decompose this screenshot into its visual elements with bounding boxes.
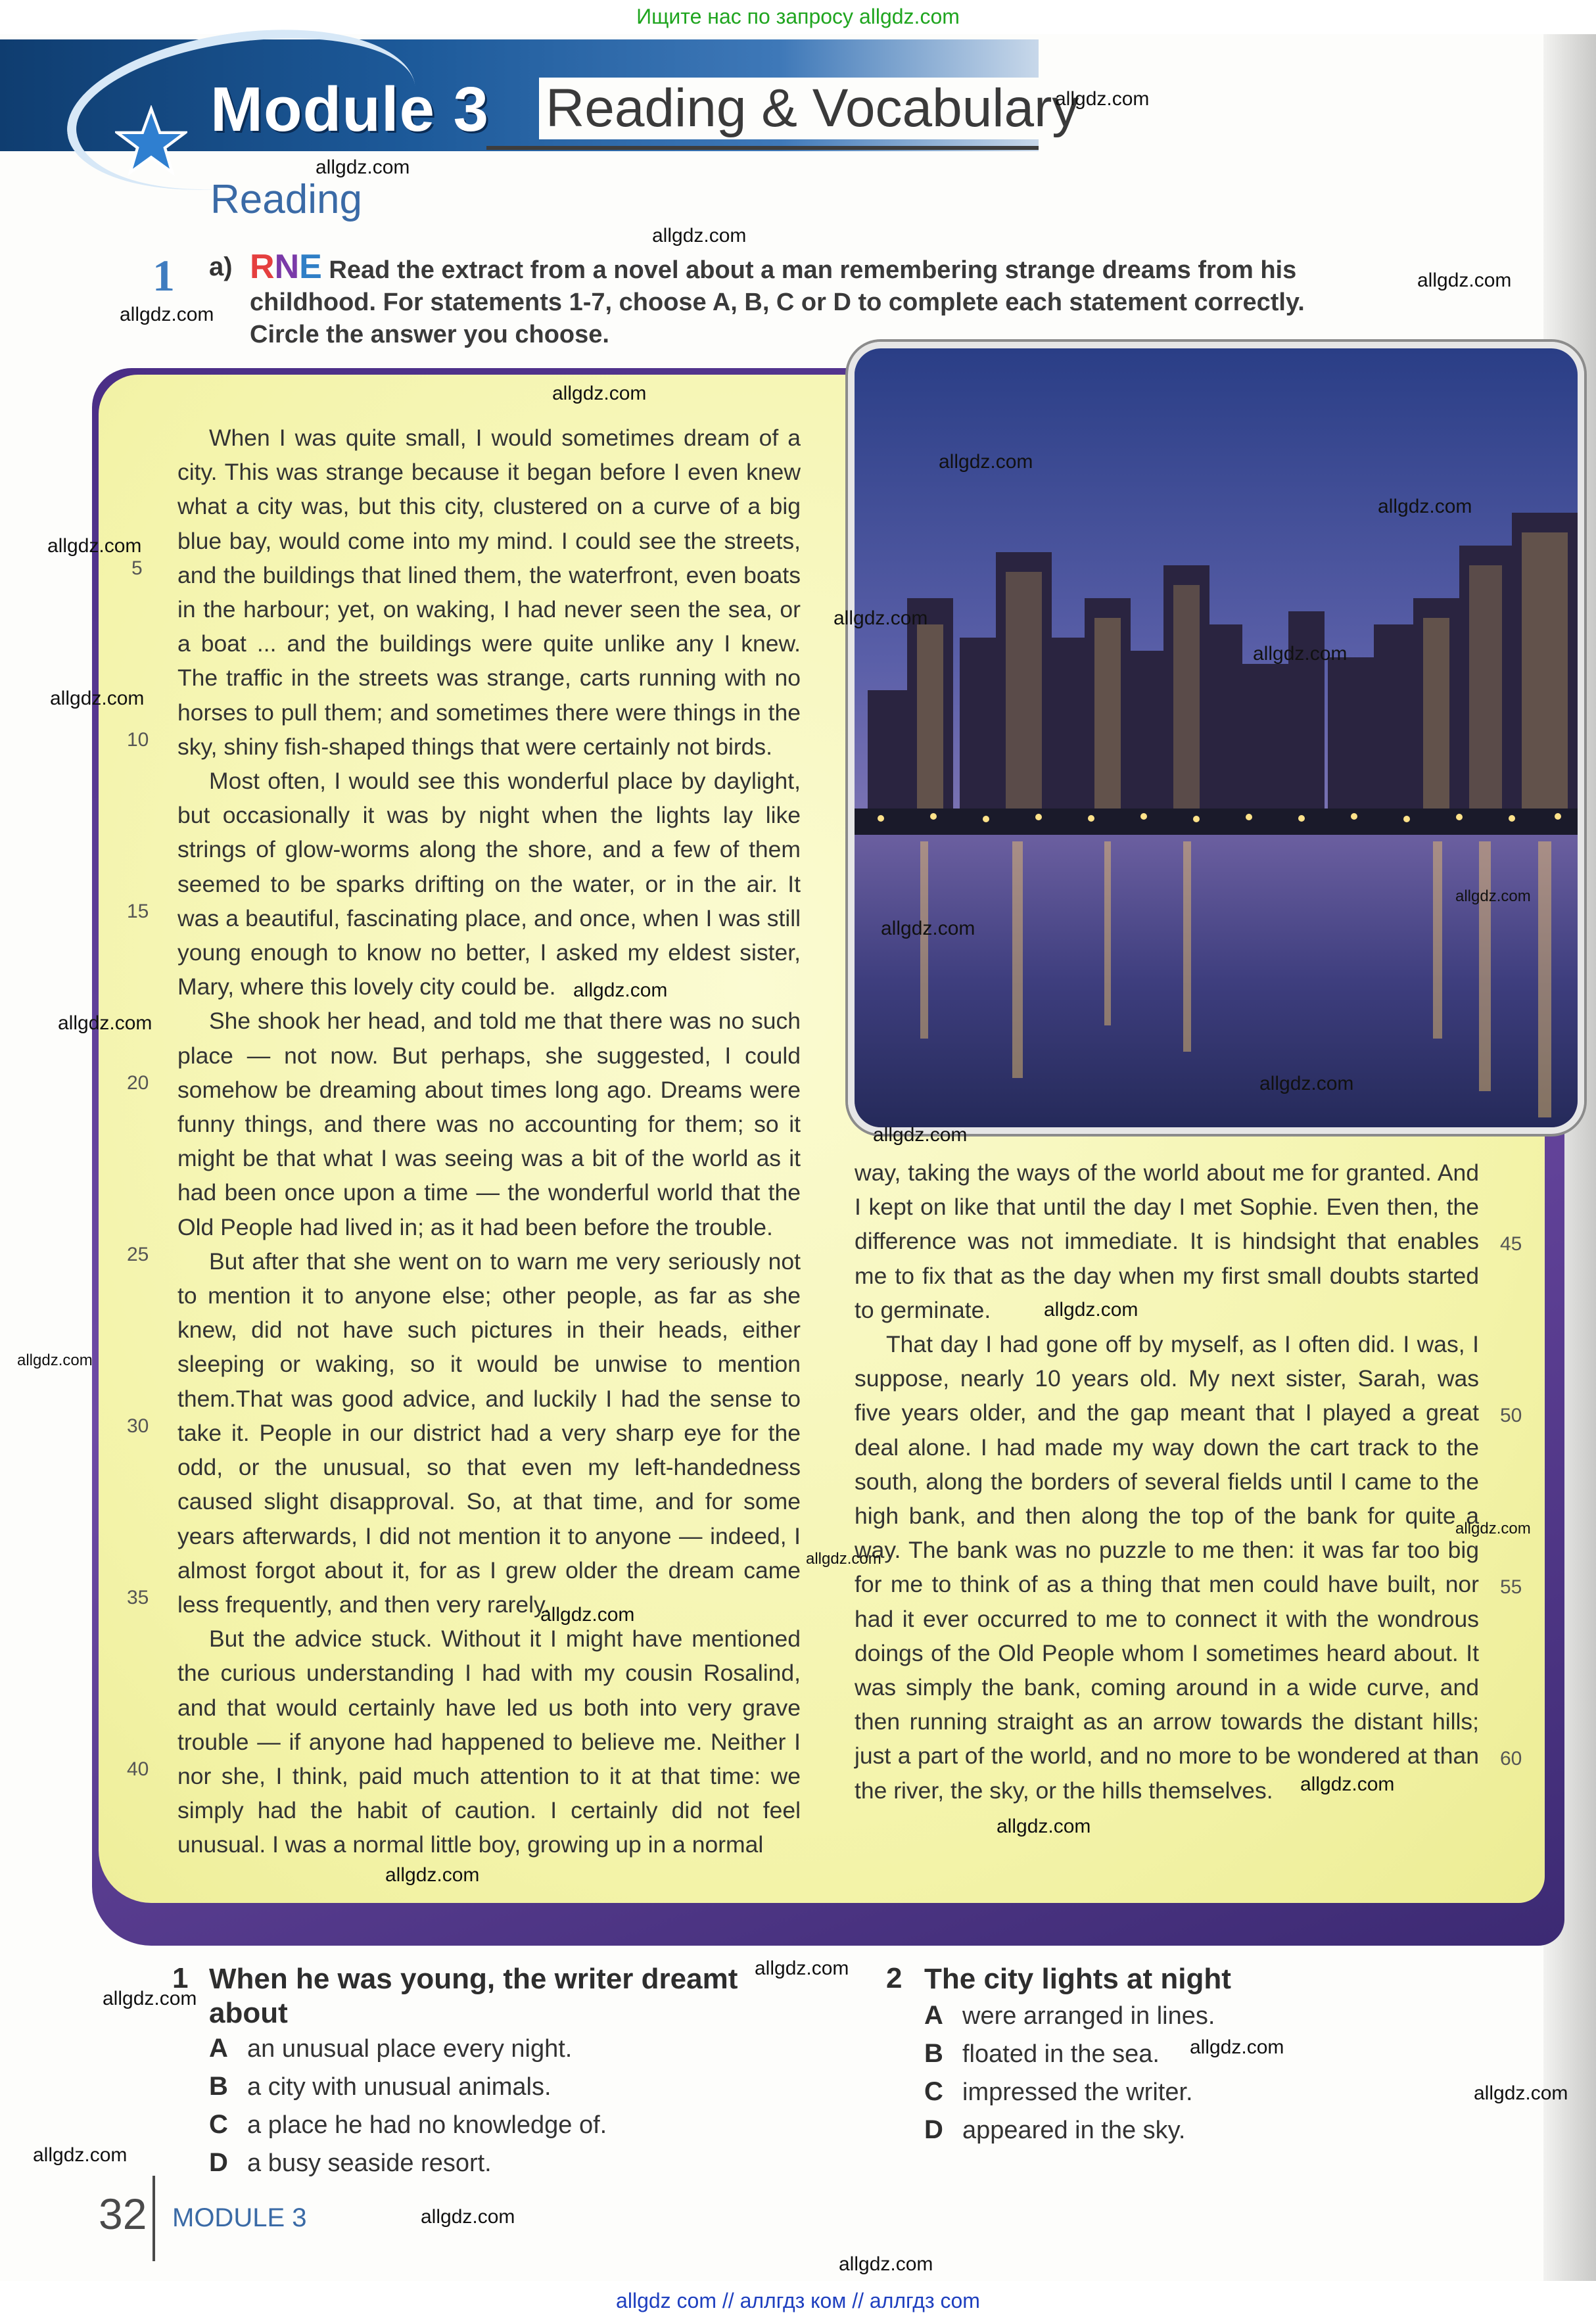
watermark: allgdz.com	[540, 1604, 635, 1626]
star-icon	[115, 105, 187, 177]
answer-option[interactable]: A were arranged in lines.	[924, 2001, 1215, 2030]
watermark: allgdz.com	[316, 156, 410, 178]
watermark: allgdz.com	[421, 2206, 515, 2228]
watermark: allgdz.com	[120, 304, 214, 325]
answer-option[interactable]: D a busy seaside resort.	[209, 2148, 492, 2177]
page-number: 32	[99, 2190, 147, 2238]
watermark: allgdz.com	[1455, 887, 1531, 905]
paragraph: Most often, I would see this wonderful place by daylight, but occasionally it was by night when the lights lay like strings of glow-worms along the shore, and a few of them seemed to be sparks drifting on the water, or in the air. It was a beautiful, fascinating place, and once, when I was still young enough to know no better, I asked my eldest sister, Mary, where this lovely city could be.	[177, 768, 801, 1000]
line-number: 40	[127, 1758, 149, 1780]
answer-option[interactable]: C a place he had no knowledge of.	[209, 2110, 607, 2139]
watermark: allgdz.com	[573, 979, 668, 1001]
watermark: allgdz.com	[873, 1124, 968, 1146]
watermark: allgdz.com	[1455, 1520, 1531, 1537]
answer-option[interactable]: A an unusual place every night.	[209, 2034, 573, 2063]
task-instruction	[250, 248, 1348, 351]
watermark: allgdz.com	[385, 1864, 480, 1886]
line-number: 50	[1500, 1405, 1522, 1426]
footer-divider	[153, 2176, 155, 2261]
line-number: 45	[1500, 1233, 1522, 1255]
watermark: allgdz.com	[552, 383, 647, 404]
watermark: allgdz.com	[1259, 1073, 1354, 1094]
line-number: 35	[127, 1587, 149, 1608]
paragraph: But after that she went on to warn me very seriously not to mention it to anyone else; other people, as far as she knew, did not have such pictures in their heads, either sleeping or waking, so it would be unwise to mention them.That was good advice, and luckily I had the sense to take it. People in our district had a very sharp eye for the odd, or the unusual, so that even my left-handedness caused slight disapproval. So, at that time, and for some years afterwards, I did not mention it to anyone — indeed, I almost forgot about it, for as I grew older the dream came less frequently, and then very rarely.	[177, 1248, 801, 1618]
section-title: Reading & Vocabulary	[539, 78, 1085, 139]
watermark: allgdz.com	[33, 2144, 128, 2166]
question-number: 1	[172, 1962, 189, 1994]
line-number: 15	[127, 901, 149, 922]
line-number: 30	[127, 1415, 149, 1437]
watermark: allgdz.com	[103, 1988, 197, 2009]
watermark: allgdz.com	[47, 535, 142, 557]
line-number: 20	[127, 1072, 149, 1094]
task-part-label: a)	[209, 252, 233, 281]
paragraph: When I was quite small, I would sometimes dream of a city. This was strange because it began before I even knew what a city was, but this city, clustered on a curve of a big blue bay, would come into my mind. I could see the streets, and the buildings that lined them, the waterfront, even boats in the harbour; yet, on waking, I had never seen the sea, or a boat ... and the buildings were quite unlike any I knew. The traffic in the streets was strange, carts running with no horses to pull them; and sometimes there were things in the sky, shiny fish-shaped things that were certainly not birds.	[177, 425, 801, 760]
watermark: allgdz.com	[806, 1550, 881, 1568]
line-number: 5	[131, 557, 143, 579]
watermark: allgdz.com	[17, 1351, 93, 1369]
watermark: allgdz.com	[1190, 2036, 1284, 2058]
watermark: allgdz.com	[652, 225, 747, 246]
instruction-text: Read the extract from a novel about a man remembering strange dreams from his childhood. For statements 1-7, choose A, B, C or D to complete each statement correctly. Circle the answer you choose.	[250, 256, 1305, 348]
paragraph: She shook her head, and told me that there was no such place — not now. But perhaps, she suggested, I could somehow be dreaming about times long ago. Dreams were funny things, and there was no accounting for them; so it might be that what I was seeing was a bit of the world as it had been once upon a time — the wonderful world that the Old People had lived in; as it had been before the trouble.	[177, 1008, 801, 1240]
watermark: allgdz.com	[881, 918, 975, 939]
task-number: 1	[153, 250, 175, 300]
answer-option[interactable]: B floated in the sea.	[924, 2039, 1160, 2068]
line-number: 60	[1500, 1748, 1522, 1770]
reading-text-column-2	[855, 1156, 1479, 1808]
watermark: allgdz.com	[1417, 270, 1512, 291]
watermark: allgdz.com	[50, 688, 145, 709]
paragraph: That day I had gone off by myself, as I often did. I was, I suppose, nearly 10 years old. My next sister, Sarah, was five years older, and the gap meant that I played a great deal alone. I had made my way down the cart track to the south, along the borders of several fields until I came to the high bank, and then along the top of the bank for quite a way. The bank was no puzzle to me then: it was far too big for me to think of as a thing that men could have built, nor had it ever occurred to me to connect it with the wondrous doings of the Old People whom I sometimes heard about. It was simply the bank, coming around in a wide curve, and then running straight as an arrow towards the distant hills; just a part of the world, and no more to be wondered at than the river, the sky, or the hills themselves.	[855, 1331, 1479, 1804]
watermark: allgdz.com	[1253, 643, 1348, 665]
watermark: allgdz.com	[839, 2253, 933, 2275]
reading-heading: Reading	[210, 177, 362, 222]
line-number: 25	[127, 1244, 149, 1265]
watermark: allgdz.com	[58, 1012, 153, 1034]
module-title: Module 3	[210, 74, 490, 145]
top-site-banner: Ищите нас по запросу allgdz.com	[0, 0, 1596, 34]
line-number: 10	[127, 729, 149, 751]
watermark: allgdz.com	[1378, 496, 1472, 517]
rne-badge: RNE	[250, 248, 322, 286]
answer-option[interactable]: C impressed the writer.	[924, 2077, 1193, 2106]
question-stem: When he was young, the writer dreamt about	[209, 1963, 738, 2029]
watermark: allgdz.com	[1044, 1299, 1138, 1321]
reading-text-column-1	[177, 421, 801, 1862]
watermark: allgdz.com	[997, 1816, 1091, 1837]
question-stem: The city lights at night	[924, 1963, 1231, 1995]
section-title-underline	[486, 146, 1039, 150]
line-number: 55	[1500, 1576, 1522, 1598]
watermark: allgdz.com	[939, 451, 1033, 473]
question-number: 2	[886, 1962, 903, 1994]
footer-module-label: MODULE 3	[172, 2203, 307, 2232]
watermark: allgdz.com	[755, 1958, 849, 1979]
watermark: allgdz.com	[1055, 88, 1150, 110]
paragraph: But the advice stuck. Without it I might have mentioned the curious understanding I had with my cousin Rosalind, and that would certainly have led us both into very grave trouble — if anyone had happened to believe me. Neither I nor she, I think, paid much attention to it at that time: we simply had the habit of caution. I certainly did not feel unusual. I was a normal little boy, growing up in a normal	[177, 1626, 801, 1858]
watermark: allgdz.com	[1300, 1773, 1395, 1795]
answer-option[interactable]: B a city with unusual animals.	[209, 2072, 552, 2101]
paragraph: way, taking the ways of the world about me for granted. And I kept on like that until the day I met Sophie. Even then, the difference was not immediate. It is hindsight that enables me to fix that as the day when my first small doubts started to germinate.	[855, 1160, 1479, 1323]
bottom-site-banner: allgdz com // аллгдз ком // аллгдз com	[0, 2281, 1596, 2321]
watermark: allgdz.com	[833, 607, 928, 629]
watermark: allgdz.com	[1474, 2082, 1568, 2104]
answer-option[interactable]: D appeared in the sky.	[924, 2115, 1186, 2144]
